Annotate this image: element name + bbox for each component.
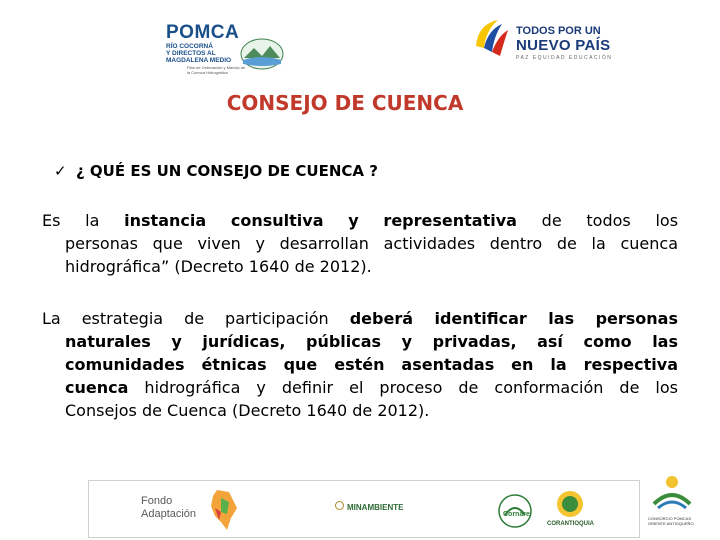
pomca-wordmark: POMCA: [166, 22, 240, 43]
tpn-bottom-line: NUEVO PAÍS: [516, 37, 611, 54]
paragraph-line: Consejos de Cuenca (Decreto 1640 de 2012).: [65, 401, 430, 420]
paragraph-line: Es la instancia consultiva y representativa de todos los: [42, 211, 679, 230]
paragraph-line: personas que viven y desarrollan actividades dentro de la cuenca: [65, 234, 678, 253]
consorcio-text: CONSORCIO POMCAS ORIENTE ANTIOQUEÑO: [648, 516, 694, 526]
check-icon: ✓: [54, 162, 67, 180]
corantioquia-text: CORANTIOQUIA: [547, 521, 594, 527]
corantioquia-emblem-icon: [555, 489, 585, 519]
consorcio-logo-icon: [650, 474, 694, 514]
government-seal-icon: [335, 501, 344, 510]
paragraph-line: naturales y jurídicas, públicas y privadas, así como las: [65, 332, 678, 351]
tpn-top-line: TODOS POR UN: [516, 25, 601, 37]
todos-por-un-nuevo-pais-logo: [472, 16, 622, 62]
tpn-tagline: PAZ EQUIDAD EDUCACIÓN: [516, 55, 613, 61]
colombia-map-icon: [207, 488, 239, 532]
minambiente-logo: MINAMBIENTE: [347, 503, 404, 512]
pomca-logo: [162, 22, 287, 78]
question-text: ¿ QUÉ ES UN CONSEJO DE CUENCA ?: [76, 162, 378, 180]
cornare-text: Cornare: [503, 511, 530, 518]
pomca-river-name: RÍO COCORNÁ Y DIRECTOS AL MAGDALENA MEDIO: [166, 43, 232, 64]
sponsor-logo-bar: [88, 480, 640, 538]
fondo-adaptacion-logo: Fondo Adaptación: [141, 495, 197, 520]
slide-title: CONSEJO DE CUENCA: [226, 91, 464, 115]
colombia-flag-icon: [472, 16, 512, 60]
paragraph-line: La estrategia de participación deberá identificar las personas: [42, 309, 679, 328]
landscape-icon: [240, 38, 284, 70]
definition-paragraph: [42, 209, 678, 278]
paragraph-line: hidrográfica” (Decreto 1640 de 2012).: [65, 257, 372, 276]
paragraph-line: cuenca hidrográfica y definir el proceso de conformación de los: [65, 378, 678, 397]
pomca-subtitle: Plan de Ordenación y Manejo de la Cuenca Hidrográfica: [187, 65, 246, 75]
question-line: [54, 162, 378, 180]
strategy-paragraph: [42, 307, 678, 422]
paragraph-line: comunidades étnicas que estén asentadas en la respectiva: [65, 355, 678, 374]
